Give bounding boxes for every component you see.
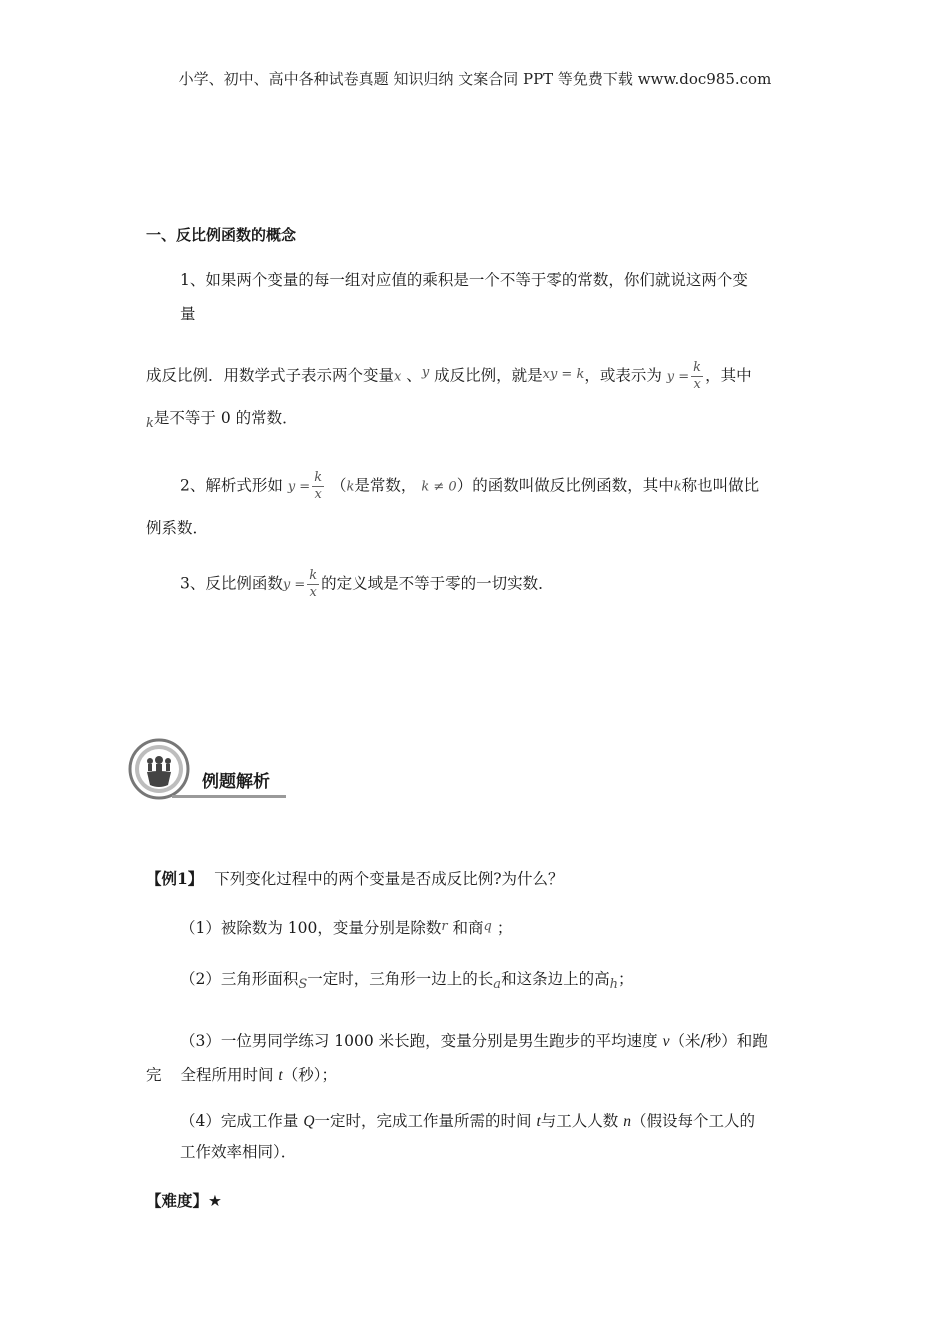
item2-S: S xyxy=(298,977,308,992)
example-banner xyxy=(128,738,288,804)
item2-a-var: a xyxy=(493,977,502,992)
p2-text-d: ）的函数叫做反比例函数，其中 xyxy=(456,476,674,495)
p1-line4 xyxy=(146,407,298,431)
p2-text-e: 称也叫做比 xyxy=(681,476,760,495)
item4-a: （4）完成工作量 xyxy=(180,1112,299,1130)
item4-line1 xyxy=(180,1110,755,1133)
p1-text-e: 是不等于 0 的常数． xyxy=(153,409,298,427)
p3-fraction xyxy=(307,568,319,601)
p2-line1 xyxy=(180,470,759,503)
item3-v: v xyxy=(662,1033,670,1050)
banner-underline xyxy=(172,795,286,798)
p3-frac-den: x xyxy=(309,585,317,600)
item2-h: h xyxy=(609,977,618,992)
item3-line2 xyxy=(146,1064,337,1087)
eq-xyk: xy = k xyxy=(542,366,585,382)
p3-eq-y: y = xyxy=(282,577,306,593)
p3-text-b: 的定义域是不等于零的一切实数． xyxy=(321,574,554,593)
p2-text-b: （ xyxy=(331,476,347,495)
p2-fraction xyxy=(312,470,324,503)
p1-line1: 1、如果两个变量的每一组对应值的乘积是一个不等于零的常数，你们就说这两个变 xyxy=(180,271,748,289)
item2-a: （2）三角形面积 xyxy=(180,970,299,988)
item2 xyxy=(180,968,633,992)
p2-text-a: 2、解析式形如 xyxy=(180,476,283,495)
example1-question xyxy=(146,868,564,890)
banner-title: 例题解析 xyxy=(202,772,270,792)
p2-frac-num: k xyxy=(314,470,323,485)
item4-line2: 工作效率相同）． xyxy=(180,1143,297,1161)
fraction-k-over-x xyxy=(691,360,703,393)
var-k: k xyxy=(146,416,154,431)
p1-line3 xyxy=(146,360,752,393)
item4-n: n xyxy=(623,1113,631,1130)
frac-den: x xyxy=(693,377,701,392)
var-y: y xyxy=(421,364,430,380)
item3-t: t xyxy=(278,1067,283,1084)
page-header: 小学、初中、高中各种试卷真题 知识归纳 文案合同 PPT 等免费下载 www.doc985.com xyxy=(178,70,772,88)
difficulty xyxy=(146,1190,222,1212)
p2-text-c: 是常数， xyxy=(354,476,417,495)
p1-line2: 量 xyxy=(180,305,196,323)
p1-text-a: 成反比例．用数学式子表示两个变量 xyxy=(146,366,395,385)
example1-label: 【例1】 xyxy=(146,869,204,888)
p3-frac-num: k xyxy=(309,568,318,583)
item1-c: ； xyxy=(496,919,513,937)
var-x: x xyxy=(394,369,402,385)
item4-Q: Q xyxy=(303,1113,315,1130)
eq-y: y = xyxy=(666,369,690,385)
p2-var-k2: k xyxy=(673,479,682,495)
item4-t: t xyxy=(536,1113,541,1130)
item4-d: （假设每个工人的 xyxy=(630,1112,755,1130)
item3-c: 全程所用时间 xyxy=(180,1066,274,1084)
item3-line1 xyxy=(180,1030,768,1053)
item2-d: ； xyxy=(617,970,634,988)
item1-a: （1）被除数为 100，变量分别是除数 xyxy=(180,919,442,937)
p2-eq-y: y = xyxy=(287,479,311,495)
item1-b: 和商 xyxy=(452,919,484,937)
item2-b: 一定时，三角形一边上的长 xyxy=(307,970,494,988)
item1 xyxy=(180,917,512,941)
p1-text-d: ，其中 xyxy=(705,366,752,385)
item1-q: q xyxy=(483,919,492,934)
difficulty-label: 【难度】 xyxy=(146,1191,209,1210)
frac-num: k xyxy=(693,360,702,375)
item1-r: r xyxy=(441,919,448,934)
p2-cond: k ≠ 0 xyxy=(421,479,457,495)
item3-pre: 完 xyxy=(146,1066,162,1084)
p2-var-k: k xyxy=(346,479,355,495)
difficulty-stars: ★ xyxy=(208,1192,222,1210)
item4-b: 一定时，完成工作量所需的时间 xyxy=(314,1112,532,1130)
example1-question-text: 下列变化过程中的两个变量是否成反比例?为什么？ xyxy=(214,870,564,888)
p2-line2: 例系数． xyxy=(146,519,209,537)
scholar-icon xyxy=(128,738,190,800)
item3-b: （米/秒）和跑 xyxy=(669,1032,768,1050)
p1-text-c: ，或表示为 xyxy=(584,366,662,385)
p2-frac-den: x xyxy=(314,487,322,502)
p3-text-a: 3、反比例函数 xyxy=(180,574,283,593)
item4-c: 与工人人数 xyxy=(540,1112,619,1130)
p1-text-b: 成反比例，就是 xyxy=(434,366,543,385)
section-title: 一、反比例函数的概念 xyxy=(146,226,297,244)
p3-line1 xyxy=(180,568,554,601)
item3-a: （3）一位男同学练习 1000 米长跑，变量分别是男生跑步的平均速度 xyxy=(180,1032,658,1050)
item2-c: 和这条边上的高 xyxy=(501,970,610,988)
sep: 、 xyxy=(406,366,422,385)
item3-d: （秒）； xyxy=(282,1066,337,1084)
